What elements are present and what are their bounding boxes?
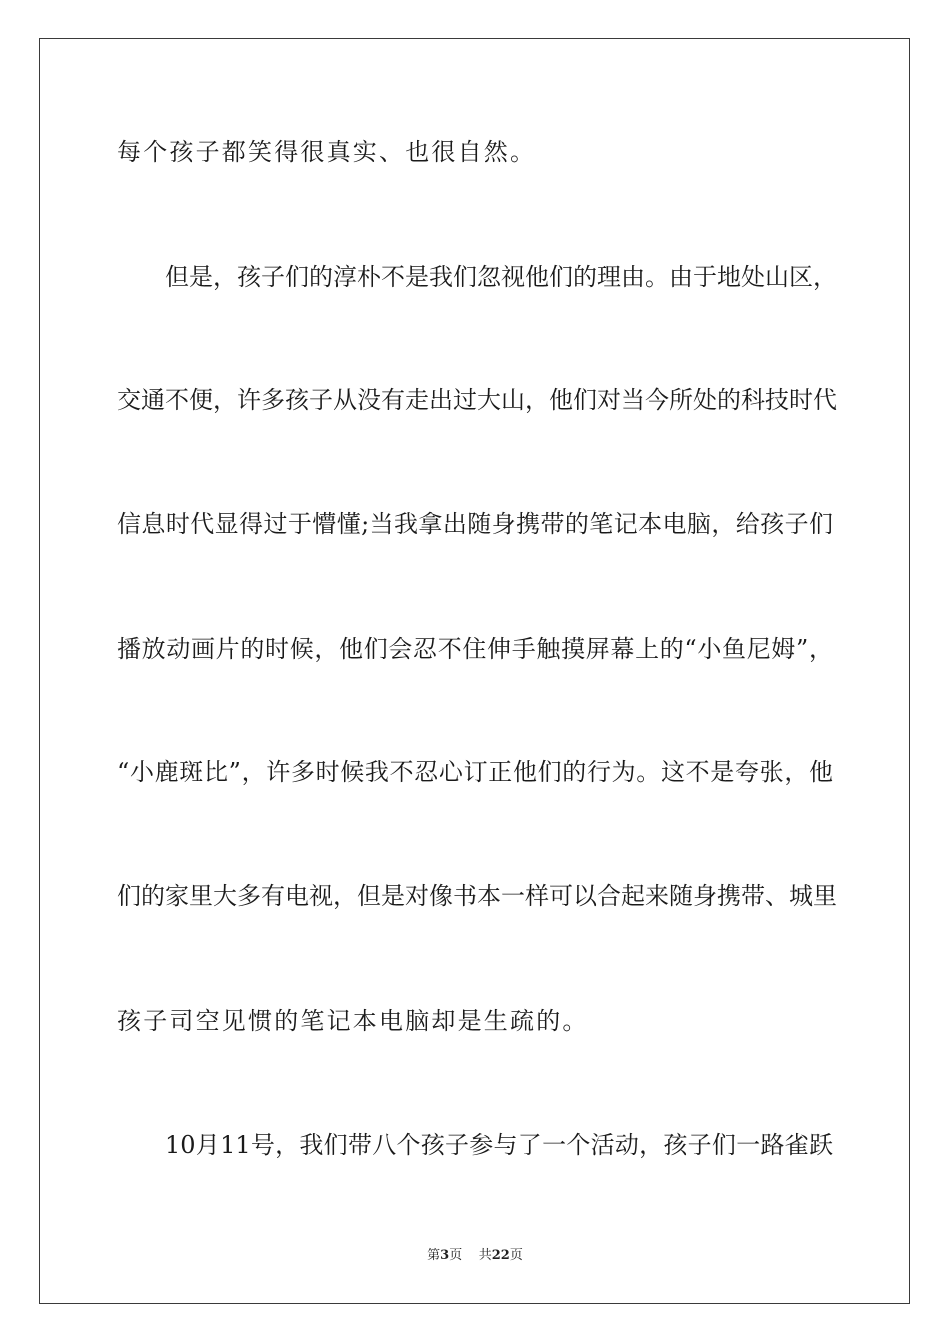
page-number: 3 [440,1248,450,1263]
total-pages: 22 [491,1248,510,1263]
text-line-4: 信息时代显得过于懵懂;当我拿出随身携带的笔记本电脑，给孩子们 [117,510,833,538]
page-footer [0,1247,950,1265]
text-line-3: 交通不便，许多孩子从没有走出过大山，他们对当今所处的科技时代 [117,386,837,414]
total-prefix: 共 [478,1248,492,1263]
text-line-7: 们的家里大多有电视，但是对像书本一样可以合起来随身携带、城里 [117,882,837,910]
total-suffix: 页 [509,1248,523,1263]
page-suffix: 页 [449,1248,463,1263]
text-line-6: “小鹿斑比”，许多时候我不忍心订正他们的行为。这不是夸张，他 [117,758,833,786]
text-line-9: 10月11号，我们带八个孩子参与了一个活动，孩子们一路雀跃 [165,1131,833,1159]
page-prefix: 第 [427,1248,441,1263]
page-border [39,38,910,1304]
text-line-1: 每个孩子都笑得很真实、也很自然。 [117,138,537,166]
text-line-5: 播放动画片的时候，他们会忍不住伸手触摸屏幕上的“小鱼尼姆”， [117,635,833,663]
text-line-2: 但是，孩子们的淳朴不是我们忽视他们的理由。由于地处山区， [165,263,837,291]
text-line-8: 孩子司空见惯的笔记本电脑却是生疏的。 [117,1007,589,1035]
